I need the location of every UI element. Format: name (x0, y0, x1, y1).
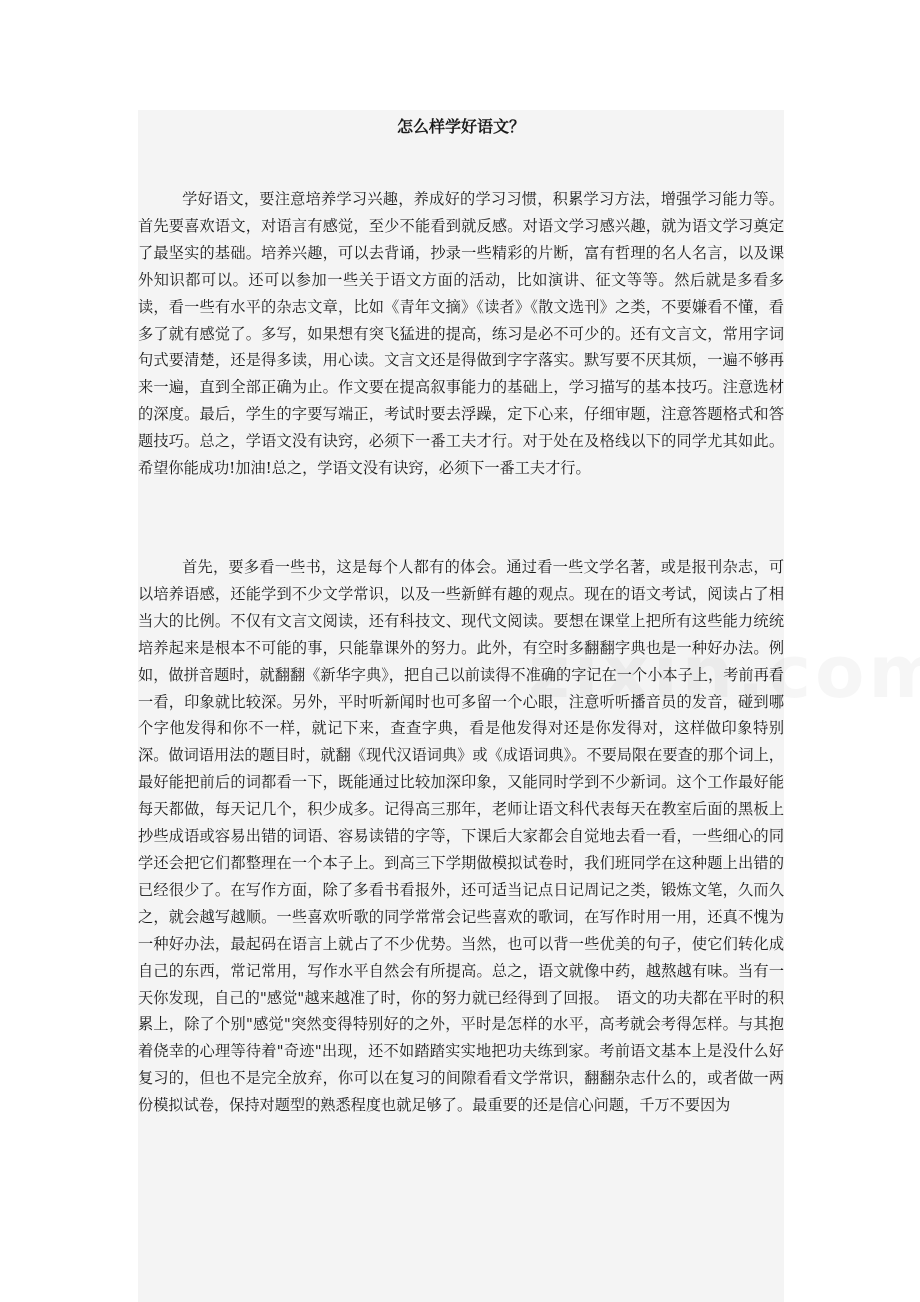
document-page (138, 110, 784, 1302)
document-title: 怎么样学好语文？ (396, 117, 525, 136)
paragraph-2: 首先，要多看一些书，这是每个人都有的体会。通过看一些文学名著，或是报刊杂志，可以培养语感，还能学到不少文学常识，以及一些新鲜有趣的观点。现在的语文考试，阅读占了相当大的比例。不仅有文言文阅读，还有科技文、现代文阅读。要想在课堂上把所有这些能力统统培养起来是根本不可能的事，只能靠课外的努力。此外，有空时多翻翻字典也是一种好办法。例如，做拼音题时，就翻翻《新华字典》，把自己以前读得不准确的字记在一个小本子上，考前再看一看，印象就比较深。另外，平时听新闻时也可多留一个心眼，注意听听播音员的发音，碰到哪个字他发得和你不一样，就记下来，查查字典，看是他发得对还是你发得对，这样做印象特别深。做词语用法的题目时，就翻《现代汉语词典》或《成语词典》。不要局限在要查的那个词上，最好能把前后的词都看一下，既能通过比较加深印象，又能同时学到不少新词。这个工作最好能每天都做，每天记几个，积少成多。记得高三那年，老师让语文科代表每天在教室后面的黑板上抄些成语或容易出错的词语、容易读错的字等，下课后大家都会自觉地去看一看，一些细心的同学还会把它们都整理在一个本子上。到高三下学期做模拟试卷时，我们班同学在这种题上出错的已经很少了。在写作方面，除了多看书看报外，还可适当记点日记周记之类，锻炼文笔，久而久之，就会越写越顺。一些喜欢听歌的同学常常会记些喜欢的歌词，在写作时用一用，还真不愧为一种好办法，最起码在语言上就占了不少优势。当然，也可以背一些优美的句子，使它们转化成自己的东西，常记常用，写作水平自然会有所提高。总之，语文就像中药，越熬越有味。当有一天你发现，自己的"感觉"越来越准了时，你的努力就已经得到了回报。 语文的功夫都在平时的积累上，除了个别"感觉"突然变得特别好的之外，平时是怎样的水平，高考就会考得怎样。与其抱着侥幸的心理等待着"奇迹"出现，还不如踏踏实实地把功夫练到家。考前语文基本上是没什么好复习的，但也不是完全放弃，你可以在复习的间隙看看文学常识，翻翻杂志什么的，或者做一两份模拟试卷，保持对题型的熟悉程度也就足够了。最重要的还是信心问题，千万不要因为 (138, 558, 784, 1115)
paragraph-1: 学好语文，要注意培养学习兴趣，养成好的学习习惯，积累学习方法，增强学习能力等。首先要喜欢语文，对语言有感觉，至少不能看到就反感。对语文学习感兴趣，就为语文学习奠定了最坚实的基础。培养兴趣，可以去背诵，抄录一些精彩的片断，富有哲理的名人名言，以及课外知识都可以。还可以参加一些关于语文方面的活动，比如演讲、征文等等。然后就是多看多读，看一些有水平的杂志文章，比如《青年文摘》《读者》《散文选刊》之类，不要嫌看不懂，看多了就有感觉了。多写，如果想有突飞猛进的提高，练习是必不可少的。还有文言文，常用字词句式要清楚，还是得多读，用心读。文言文还是得做到字字落实。默写要不厌其烦，一遍不够再来一遍，直到全部正确为止。作文要在提高叙事能力的基础上，学习描写的基本技巧。注意选材的深度。最后，学生的字要写端正，考试时要去浮躁，定下心来，仔细审题，注意答题格式和答题技巧。总之，学语文没有诀窍，必须下一番工夫才行。对于处在及格线以下的同学尤其如此。希望你能成功!加油!总之，学语文没有诀窍，必须下一番工夫才行。 (138, 190, 784, 478)
